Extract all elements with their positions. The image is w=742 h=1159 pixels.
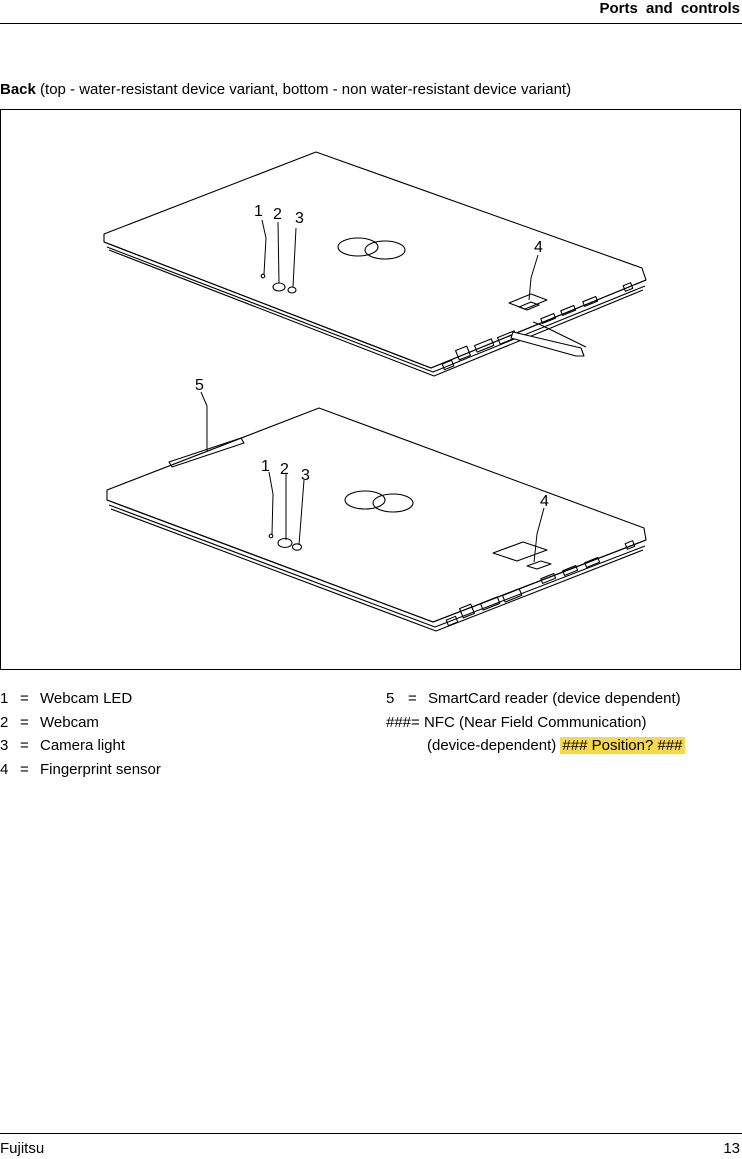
legend-equals: = [20,713,29,731]
legend-item [0,734,161,758]
legend-equals: = [408,690,417,707]
footer-brand: Fujitsu [0,1140,45,1157]
legend-number: 5 [386,690,395,707]
legend-text: Webcam LED [40,690,133,707]
callout-3-bottom: 3 [301,467,310,484]
legend-continuation [386,734,685,758]
legend-left [0,687,161,781]
bottom-laptop-drawing [107,408,646,631]
legend-number: 3 [0,737,9,754]
top-laptop-drawing [104,152,646,376]
legend-equals: = [20,690,29,707]
callout-1-bottom: 1 [261,458,270,475]
callout-2-top: 2 [273,206,282,223]
legend-right [386,687,685,758]
callout-5-bottom: 5 [195,377,204,394]
legend-number: 1 [0,690,9,707]
legend-text: SmartCard reader (device dependent) [428,690,681,707]
callout-2-bottom: 2 [280,461,289,478]
editor-note-highlight: ### Position? ### [562,737,683,754]
legend-item [0,687,161,711]
laptop-back-illustration [1,110,740,669]
callout-4-bottom: 4 [540,493,549,510]
page-number: 13 [723,1140,740,1157]
legend-text: Camera light [40,737,126,754]
legend-text: Webcam [40,713,99,731]
legend-continuation-text: (device-dependent) [427,737,561,754]
section-heading-bold: Back [0,81,36,98]
callout-1-top: 1 [254,203,263,220]
legend-equals: = [411,713,420,731]
callout-3-top: 3 [295,210,304,227]
section-heading [0,81,571,98]
callout-4-top: 4 [534,239,543,256]
legend-number: 2 [0,713,9,731]
header-rule [0,23,742,24]
legend-item [0,758,161,782]
legend-text: Fingerprint sensor [40,760,161,778]
legend-number: 4 [0,760,9,778]
legend-item [386,687,685,711]
section-heading-text: (top - water-resistant device variant, bottom - non water-resistant device variant) [35,81,572,98]
legend-equals: = [20,737,29,754]
footer-rule [0,1133,742,1134]
legend-text: NFC (Near Field Communication) [423,713,647,731]
legend-number: ### [386,713,412,731]
legend-item [386,711,685,735]
legend-equals: = [20,760,29,778]
laptop-back-figure [0,109,741,670]
legend-item [0,711,161,735]
page-header-title: Ports and controls [599,0,740,17]
